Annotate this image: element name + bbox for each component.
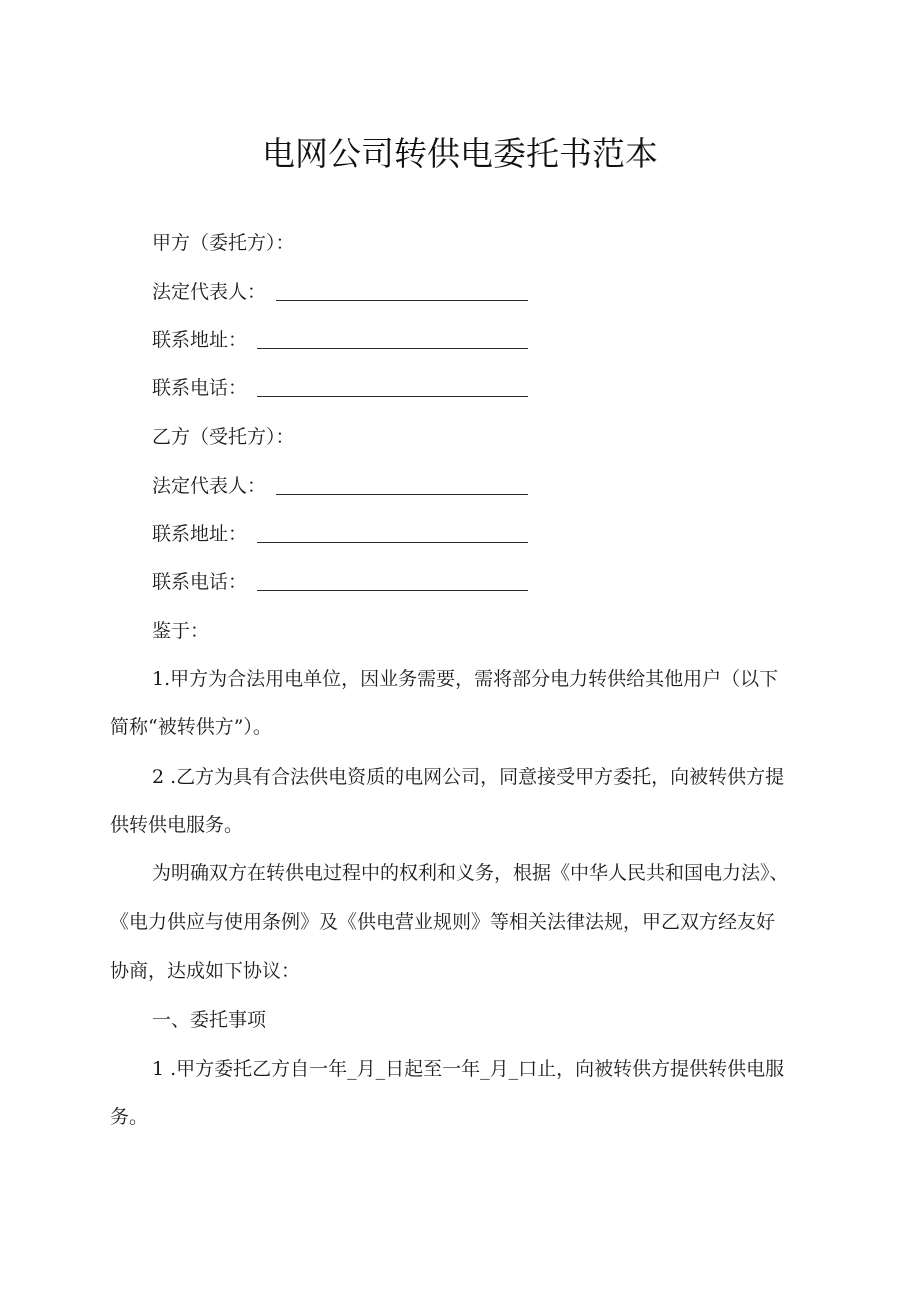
clause-1-line-1: 1 .甲方委托乙方自一年_月_日起至一年_月_口止，向被转供方提供转供电服: [152, 1058, 785, 1080]
party-b-address-blank: [257, 541, 528, 543]
whereas-2-line-1: 2 .乙方为具有合法供电资质的电网公司，同意接受甲方委托，向被转供方提: [152, 766, 785, 788]
party-a-phone-blank: [257, 395, 528, 397]
clause-1-line-2: 务。: [110, 1106, 149, 1128]
party-a-heading: 甲方（委托方）：: [152, 232, 295, 254]
party-a-representative-label: 法定代表人：: [152, 281, 267, 303]
whereas-heading: 鉴于：: [152, 620, 210, 642]
party-a-phone-label: 联系电话：: [152, 377, 248, 399]
purpose-line-3: 协商，达成如下协议：: [110, 960, 301, 982]
purpose-line-1: 为明确双方在转供电过程中的权利和义务，根据《中华人民共和国电力法》、: [152, 862, 789, 884]
party-b-phone-blank: [257, 589, 528, 591]
party-a-representative-blank: [276, 299, 528, 301]
party-a-address-row: [152, 328, 528, 352]
party-a-address-blank: [257, 347, 528, 349]
party-b-address-label: 联系地址：: [152, 523, 248, 545]
party-b-phone-row: [152, 570, 528, 594]
party-b-phone-label: 联系电话：: [152, 571, 248, 593]
party-a-representative-row: [152, 280, 528, 304]
purpose-line-2: 《电力供应与使用条例》及《供电营业规则》等相关法律法规，甲乙双方经友好: [110, 911, 776, 933]
party-b-representative-label: 法定代表人：: [152, 475, 267, 497]
section-1-heading: 一、委托事项: [152, 1009, 267, 1031]
party-b-heading: 乙方（受托方）：: [152, 426, 295, 448]
party-b-address-row: [152, 522, 528, 546]
party-b-representative-blank: [276, 493, 528, 495]
whereas-2-line-2: 供转供电服务。: [110, 814, 244, 836]
document-title: 电网公司转供电委托书范本: [262, 134, 658, 173]
party-a-address-label: 联系地址：: [152, 329, 248, 351]
party-b-representative-row: [152, 474, 528, 498]
whereas-1-line-2: 简称“被转供方”）。: [110, 716, 272, 738]
whereas-1-line-1: 1.甲方为合法用电单位，因业务需要，需将部分电力转供给其他用户（以下: [152, 668, 779, 690]
party-a-phone-row: [152, 376, 528, 400]
